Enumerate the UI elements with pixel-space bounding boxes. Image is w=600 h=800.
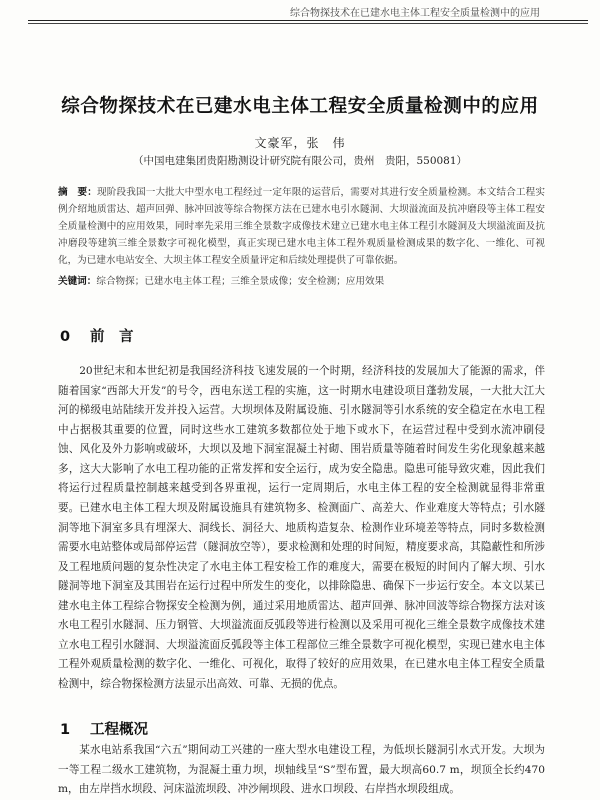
abstract <box>58 184 545 269</box>
section-heading-overview <box>60 718 148 739</box>
abstract-text: 现阶段我国一大批大中型水电工程经过一定年限的运营后，需要对其进行安全质量检测。本文结合工程实例介绍地质雷达、超声回弹、脉冲回波等综合物探方法在已建水电引水隧洞、大坝溢流面及抗冲磨段等主体工程安全质量检测中的应用效果，同时率先采用三维全景数字成像技术建立已建水电主体工程引水隧洞及大坝溢流面及抗冲磨段等建筑三维全景数字可视化模型，真正实现已建水电主体工程外观质量检测成果的数字化、一维化、可视化，为已建水电站安全、大坝主体工程安全质量评定和后续处理提供了可靠依据。 <box>58 187 546 266</box>
paper-affiliation: （中国电建集团贵阳勘测设计研究院有限公司，贵州 贵阳，550081） <box>132 155 468 167</box>
section-number: 1 <box>60 722 71 738</box>
paragraph: 某水电站系我国“六五”期间动工兴建的一座大型水电建设工程，为低坝长隧洞引水式开发。大坝为一等工程二级水工建筑物，为混凝土重力坝，坝轴线呈“S”型布置，最大坝高60.7 m，坝顶全长约470 m，由左岸挡水坝段、河床溢流坝段、冲沙闸坝段、进水口坝段、右岸挡水坝段组成。 <box>58 744 545 795</box>
running-header <box>0 0 600 30</box>
keywords-label: 关键词： <box>58 276 97 287</box>
keywords <box>58 273 545 287</box>
header-rule <box>28 20 588 21</box>
paragraph: 20世纪末和本世纪初是我国经济科技飞速发展的一个时期，经济科技的发展加大了能源的需求，伴随着国家“西部大开发”的号令，西电东送工程的实施，这一时期水电建设项目蓬勃发展，一大批大江大河的梯级电站陆续开发并投入运营。大坝坝体及附属设施、引水隧洞等引水系统的安全稳定在水电工程中占据极其重要的位置，同时这些水工建筑多数都位处于地下或水下，在运营过程中受到水流冲刷侵蚀、风化及外力影响或破坏，大坝以及地下洞室混凝土衬砌、围岩质量等随着时间发生劣化现象越来越多，这大大影响了水电工程功能的正常发挥和安全运行，成为安全隐患。隐患可能导致灾难，因此我们将运行过程质量控制越来越受到各界重视，运行一定周期后，水电主体工程的安全检测就显得非常重要。 <box>58 365 545 514</box>
paper-authors: 文豪军，张 伟 <box>254 136 346 150</box>
section-heading-intro <box>60 325 134 346</box>
keywords-text: 综合物探；已建水电主体工程；三维全景成像；安全检测；应用效果 <box>96 276 385 287</box>
header-rule-thin <box>28 23 588 24</box>
running-head-title: 综合物探技术在已建水电主体工程安全质量检测中的应用 <box>290 8 540 19</box>
abstract-label: 摘 要： <box>58 187 97 198</box>
section-number: 0 <box>60 329 71 345</box>
paragraph: 已建水电主体工程大坝及附属设施具有建筑物多、检测面广、高差大、作业难度大等特点；引水隧洞等地下洞室多具有埋深大、洞线长、洞径大、地质构造复杂、检测作业环境差等特点，同时多数检测需要水电站整体或局部停运营（隧洞放空等），要求检测和处理的时间短，精度要求高，其隐蔽性和所涉及工程地质问题的复杂性决定了水电主体工程安检工作的难度大，需要在极短的时间内了解大坝、引水隧洞等地下洞室及其围岩在运行过程中所发生的变化，以排除隐患、确保下一步运行安全。本文以某已建水电主体工程综合物探安全检测为例，通过采用地质雷达、超声回弹、脉冲回波等综合物探方法对该水电工程引水隧洞、压力钢管、大坝溢流面反弧段等进行检测以及采用可视化三维全景数字成像技术建立水电工程引水隧洞、大坝溢流面反弧段等主体工程部位三维全景数字可视化模型，实现已建水电主体工程外观质量检测的数字化、一维化、可视化，取得了较好的应用效果，在已建水电主体工程安全质量检测中，综合物探检测方法显示出高效、可靠、无损的优点。 <box>58 502 545 690</box>
section-title: 前 言 <box>90 329 134 345</box>
paper-title: 综合物探技术在已建水电主体工程安全质量检测中的应用 <box>61 96 539 117</box>
section-title: 工程概况 <box>90 722 148 738</box>
